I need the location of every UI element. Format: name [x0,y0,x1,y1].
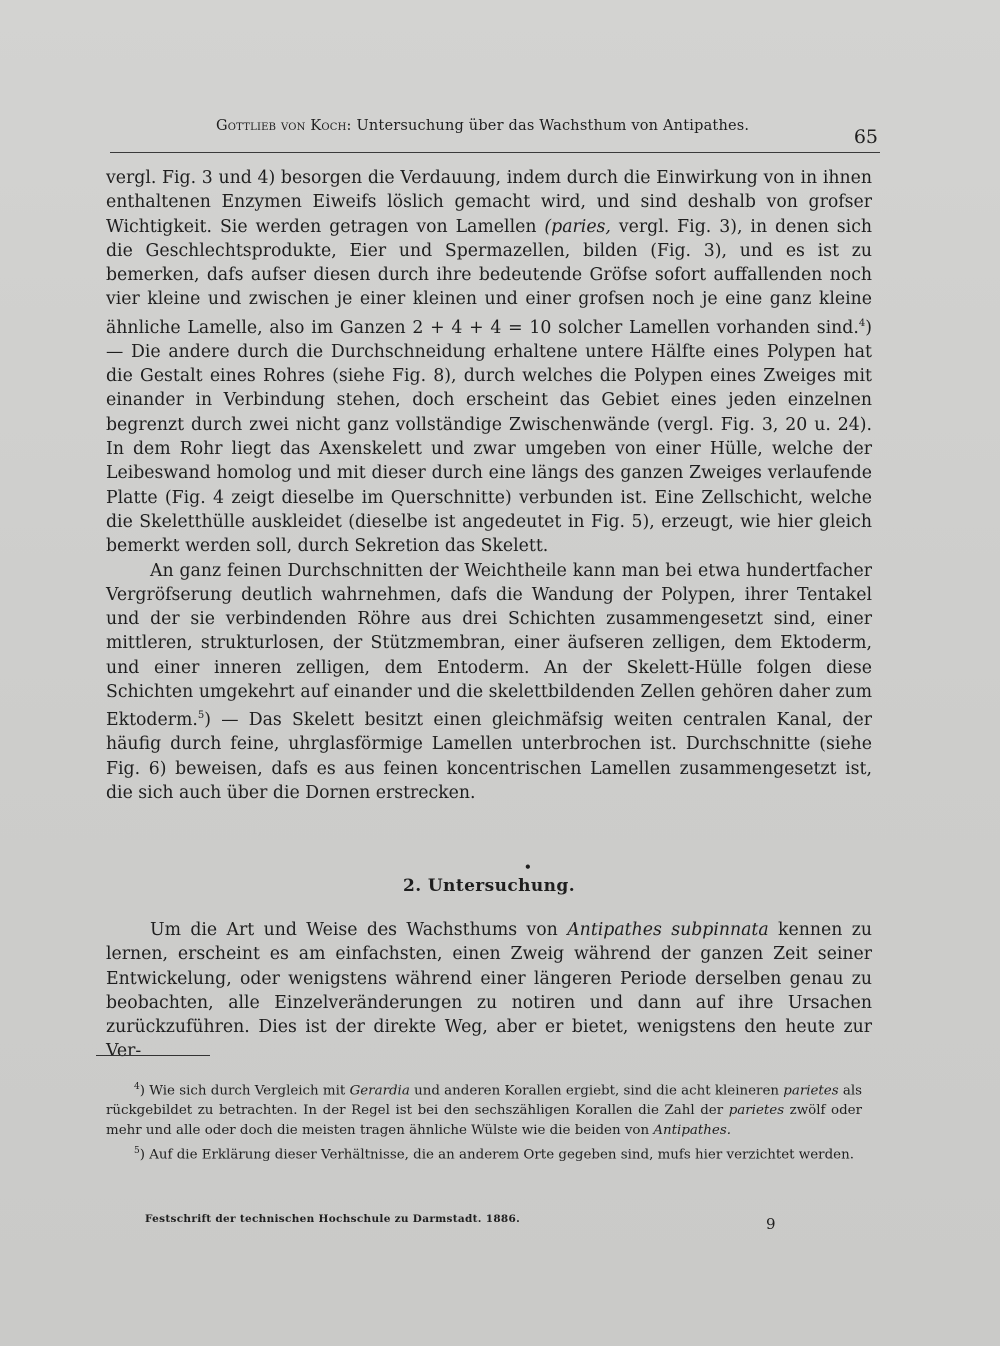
footnote-4 [106,1078,862,1140]
fn4-text-d: zwölf oder mehr und alle oder doch die meisten tragen ähnliche Wülste wie die beiden von [106,1103,862,1138]
footnote-5 [106,1142,862,1165]
footnote-ref-5: 5 [197,710,205,722]
fn4-text-a: ) Wie sich durch Vergleich mit [139,1083,350,1099]
p3-species: Antipathes subpinnata [567,920,769,940]
p1-text-b: vergl. Fig. 3), in denen sich die Geschlechtsprodukte, Eier und Spermazellen, bilden (Fig. 3), und es ist zu bemerken, dafs aufser diesen durch ihre bedeutende Gröfse sofort auffallenden noch vier kleine und zwischen je einer kleinen und einer grofsen noch je eine ganz kleine ähnliche Lamelle, also im Ganzen 2 + 4 + 4 = 10 solcher Lamellen vorhanden sind. [106,216,872,338]
p3-text-a: Um die Art und Weise des Wachsthums von [150,920,568,940]
running-head [216,118,749,134]
page-number: 65 [853,126,878,148]
fn4-text-c: als rückgebildet zu betrachten. In der Regel ist bei den sechszähligen Korallen die Zahl der [106,1083,863,1119]
header-author: Gottlieb von Koch: [216,118,352,134]
p2-text-a: An ganz feinen Durchschnitten der Weichtheile kann man bei etwa hundertfacher Vergröfserung deutlich wahrnehmen, dafs die Wandung der Polypen, ihrer Tentakel und der sie verbindenden Röhre aus drei Schichten zusammengesetzt sind, einer mittleren, strukturlosen, der Stützmembran, einer äufseren zelligen, dem Ektoderm, und einer inneren zelligen, dem Entoderm. An der Skelett-Hülle folgen diese Schichten umgekehrt auf einander und die skelettbildenden Zellen gehören daher zum Ektoderm. [106,560,872,731]
p1-text-a: vergl. Fig. 3 und 4) besorgen die Verdauung, indem durch die Einwirkung von in ihnen enthaltenen Enzymen Eiweifs löslich gemacht wird, und sind deshalb von grofser Wichtigkeit. Sie werden getragen von Lamellen [106,168,872,237]
section-heading-text: 2. Untersuchung. [402,876,576,896]
footnote-divider [96,1055,210,1056]
footnote-4-mark: 4 [134,1082,140,1092]
running-header [110,118,880,153]
section-heading [106,860,872,896]
p1-text-c: ) — Die andere durch die Durchschneidung erhaltene untere Hälfte eines Polypen hat die Gestalt eines Rohres (siehe Fig. 8), durch welches die Polypen eines Zweiges mit einander in Verbindung stehen, doch erscheint das Gebiet eines jeden einzelnen begrenzt durch zwei nicht ganz vollständige Zwischenwände (vergl. Fig. 3, 20 u. 24). In dem Rohr liegt das Axenskelett und zwar umgeben von einer Hülle, welche der Leibeswand homolog und mit dieser durch eine längs des ganzen Zweiges verlaufende Platte (Fig. 4 zeigt dieselbe im Querschnitte) verbunden ist. Eine Zellschicht, welche die Skeletthülle auskleidet (dieselbe ist angedeutet in Fig. 5), erzeugt, wie hier gleich bemerkt werden soll, durch Sekretion das Skelett. [106,317,872,557]
fn4-parietes-1: parietes [783,1083,839,1099]
fn4-parietes-2: parietes [728,1103,785,1119]
imprint: Festschrift der technischen Hochschule zu Darmstadt. 1886. [145,1213,521,1225]
paragraph-1 [106,166,872,559]
p3-text-b: kennen zu lernen, erscheint es am einfachsten, einen Zweig während der ganzen Zeit seiner Entwickelung, oder wenigstens während einer längeren Periode derselben genau zu beobachten, alle Einzelveränderungen zu notiren und dann auf ihre Ursachen zurückzuführen. Dies ist der direkte Weg, aber er bietet, wenigstens den heute zur Ver- [106,920,872,1062]
footnote-5-mark: 5 [134,1146,140,1157]
footnotes [106,1078,862,1167]
paragraph-3 [106,918,872,1064]
body-text-section [106,918,872,1064]
header-title: Untersuchung über das Wachsthum von Antipathes. [356,118,750,134]
heading-dot: • [524,860,533,874]
footnote-ref-4: 4 [858,317,866,329]
p1-paries: (paries, [544,216,611,237]
fn4-text-b: und anderen Korallen ergiebt, sind die acht kleineren [409,1083,784,1099]
fn4-antipathes: Antipathes. [653,1122,731,1138]
fn4-gerardia: Gerardia [349,1083,410,1099]
signature-mark: 9 [766,1215,776,1233]
p2-text-b: ) — Das Skelett besitzt einen gleichmäfsig weiten centralen Kanal, der häufig durch feine, uhrglasförmige Lamellen unterbrochen ist. Durchschnitte (siehe Fig. 6) beweisen, dafs es aus feinen koncentrischen Lamellen zusammengesetzt ist, die sich auch über die Dornen erstrecken. [106,710,872,803]
fn5-text: ) Auf die Erklärung dieser Verhältnisse, die an anderem Orte gegeben sind, mufs hier verzichtet werden. [139,1147,854,1163]
paragraph-2 [106,559,872,806]
body-text-top [106,166,872,805]
